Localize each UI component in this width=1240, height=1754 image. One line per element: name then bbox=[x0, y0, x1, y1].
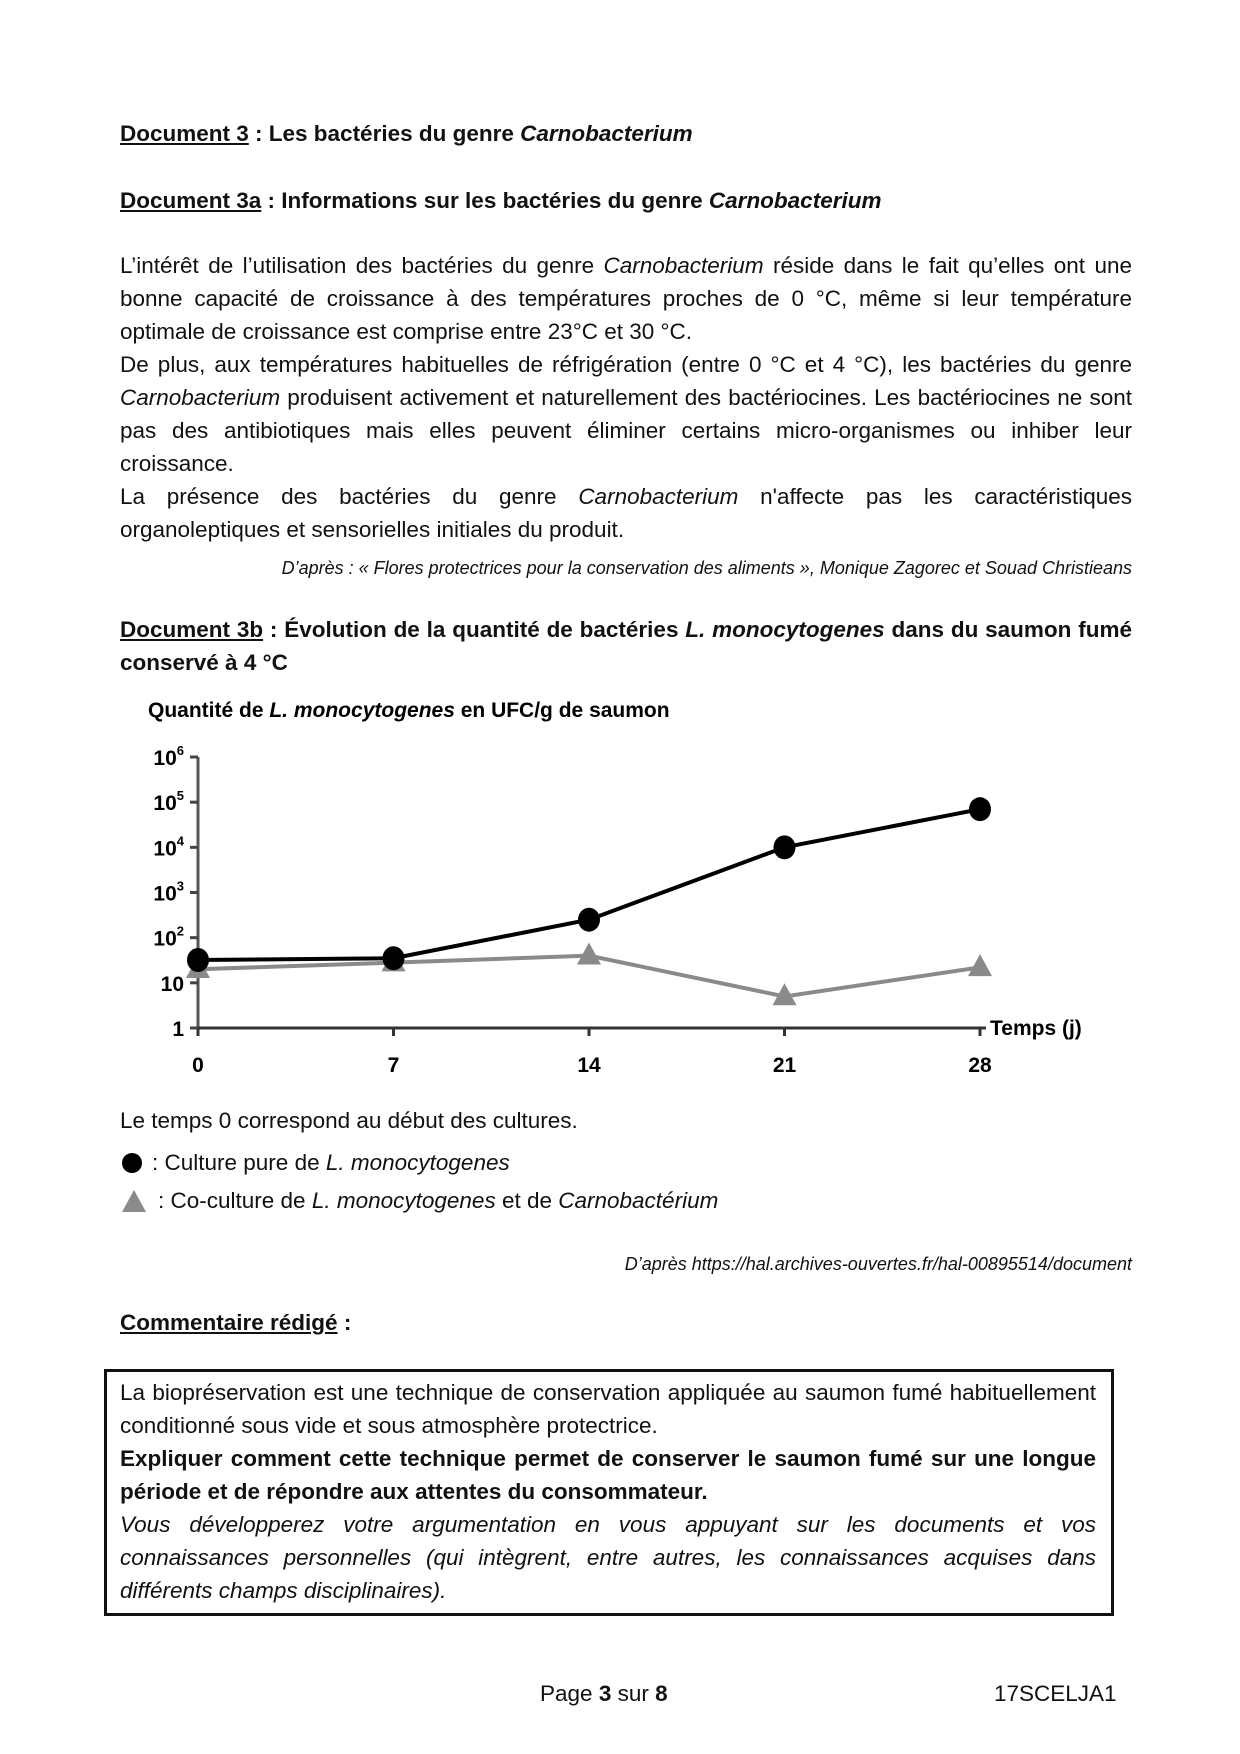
data-point-coculture bbox=[968, 954, 992, 976]
doc3b-heading: Document 3b : Évolution de la quantité de bactéries L. monocytogenes dans du saumon fumé conservé à 4 °C bbox=[120, 617, 1132, 675]
x-axis-label: Temps (j) bbox=[990, 1017, 1082, 1040]
data-point-pure bbox=[578, 908, 600, 932]
legend-item-coculture: : Co-culture de L. monocytogenes et de Carnobactérium bbox=[120, 1182, 718, 1220]
data-point-pure bbox=[969, 797, 991, 821]
doc3a-title-italic: Carnobacterium bbox=[708, 188, 882, 213]
y-tick-label: $10^5$ bbox=[153, 788, 184, 816]
doc3-heading bbox=[120, 117, 693, 150]
line-chart bbox=[0, 690, 1240, 1110]
doc3b-source: D’après https://hal.archives-ouvertes.fr/hal-00895514/document bbox=[624, 1254, 1132, 1274]
commentary-heading: Commentaire rédigé : bbox=[120, 1310, 352, 1335]
doc3a-title: : Informations sur les bactéries du genre bbox=[261, 188, 709, 213]
document-code: 17SCELJA1 bbox=[994, 1681, 1117, 1706]
x-tick-label: 0 bbox=[192, 1054, 204, 1077]
paragraph: L’intérêt de l’utilisation des bactéries du genre Carnobacterium réside dans le fait qu’elles ont une bonne capacité de croissance à des températures proches de 0 °C, même si leur température optimale de croissance est comprise entre 23°C et 30 °C. bbox=[120, 253, 1132, 344]
doc3a-heading bbox=[120, 184, 881, 217]
y-tick-label: $10^6$ bbox=[153, 743, 184, 770]
series-line-pure bbox=[198, 809, 980, 960]
x-tick-label: 21 bbox=[772, 1054, 797, 1077]
paragraph: De plus, aux températures habituelles de réfrigération (entre 0 °C et 4 °C), les bactéries du genre Carnobacterium produisent activement et naturellement des bactériocines. Les bactériocines ne sont pas des antibiotiques mais elles peuvent éliminer certains micro-organismes ou inhiber leur croissance. bbox=[120, 352, 1132, 476]
data-point-pure bbox=[383, 946, 405, 970]
paragraph: La présence des bactéries du genre Carnobacterium n'affecte pas les caractéristiques organoleptiques et sensorielles initiales du produit. bbox=[120, 484, 1132, 542]
chart-legend bbox=[120, 1144, 718, 1220]
x-tick-label: 14 bbox=[577, 1054, 601, 1077]
chart-title: Quantité de L. monocytogenes en UFC/g de saumon bbox=[148, 699, 670, 722]
legend-item-pure: : Culture pure de L. monocytogenes bbox=[120, 1144, 718, 1182]
page-number: Page 3 sur 8 bbox=[540, 1681, 668, 1706]
doc3-label: Document 3 bbox=[120, 121, 249, 146]
commentary-box bbox=[104, 1369, 1114, 1616]
commentary-instruction: Vous développerez votre argumentation en vous appuyant sur les documents et vos connaissances personnelles (qui intègrent, entre autres, les connaissances acquises dans différents champs disciplinaires). bbox=[120, 1512, 1096, 1603]
doc3-title-italic: Carnobacterium bbox=[520, 121, 693, 146]
triangle-marker-icon bbox=[122, 1190, 146, 1212]
x-tick-label: 28 bbox=[968, 1054, 992, 1077]
data-point-pure bbox=[187, 948, 209, 972]
data-point-coculture bbox=[577, 942, 601, 964]
y-tick-label: $10^3$ bbox=[153, 878, 184, 906]
circle-marker-icon bbox=[122, 1153, 142, 1173]
commentary-question: Expliquer comment cette technique permet de conserver le saumon fumé sur une longue période et de répondre aux attentes du consommateur. bbox=[120, 1446, 1096, 1504]
y-tick-label: 1 bbox=[172, 1018, 184, 1041]
x-tick-label: 7 bbox=[387, 1054, 400, 1077]
y-tick-label: 10 bbox=[160, 972, 184, 996]
commentary-label: Commentaire rédigé bbox=[120, 1310, 338, 1335]
commentary-intro: La biopréservation est une technique de conservation appliquée au saumon fumé habituellement conditionné sous vide et sous atmosphère protectrice. bbox=[120, 1380, 1096, 1438]
y-tick-label: $10^4$ bbox=[153, 833, 184, 861]
y-tick-label: $10^2$ bbox=[153, 923, 184, 951]
data-point-pure bbox=[774, 835, 796, 859]
doc3-title: : Les bactéries du genre bbox=[248, 121, 521, 146]
chart-note: Le temps 0 correspond au début des cultures. bbox=[120, 1108, 578, 1133]
doc3a-body bbox=[120, 249, 1132, 546]
doc3a-label: Document 3a bbox=[120, 188, 262, 213]
doc3a-source: D’après : « Flores protectrices pour la conservation des aliments », Monique Zagorec et Souad Christieans bbox=[281, 558, 1132, 578]
doc3b-label: Document 3b bbox=[120, 617, 264, 642]
